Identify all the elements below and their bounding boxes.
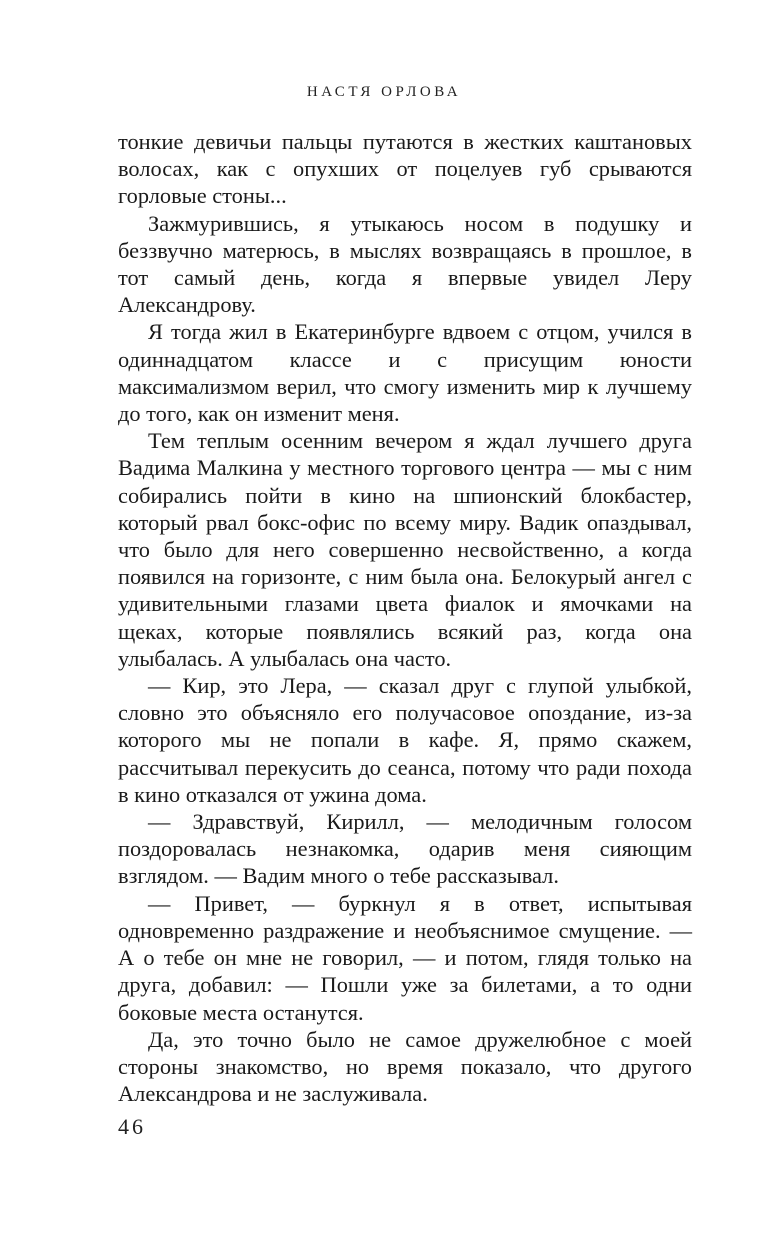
paragraph-7: — Привет, — буркнул я в ответ, испытывая одновременно раздражение и необъяснимое смущение. — А о тебе он мне не говорил, — и потом, глядя только на друга, добавил: — Пошли уже за билетами, а то одни боковые места останутся. [118,890,692,1025]
page-number: 46 [118,1114,146,1139]
paragraph-3: Я тогда жил в Екатеринбурге вдвоем с отцом, учился в одиннадцатом классе и с присущим юности максимализмом верил, что смогу изменить мир к лучшему до того, как он изменит меня. [118,319,692,427]
paragraph-6: — Здравствуй, Кирилл, — мелодичным голосом поздоровалась незнакомка, одарив меня сияющим взглядом. — Вадим много о тебе рассказывал. [118,809,692,889]
paragraph-4: Тем теплым осенним вечером я ждал лучшего друга Вадима Малкина у местного торгового центра — мы с ним собирались пойти в кино на шпионский блокбастер, который рвал бокс-офис по всему миру. Вадик опаздывал, что было для него совершенно несвойственно, а когда появился на горизонте, с ним была она. Белокурый ангел с удивительными глазами цвета фиалок и ямочками на щеках, которые появлялись всякий раз, когда она улыбалась. А улыбалась она часто. [118,428,692,671]
body-text [118,128,692,1107]
paragraph-8: Да, это точно было не самое дружелюбное с моей стороны знакомство, но время показало, что другого Александрова и не заслуживала. [118,1026,692,1107]
paragraph-2: Зажмурившись, я утыкаюсь носом в подушку и беззвучно матерюсь, в мыслях возвращаясь в прошлое, в тот самый день, когда я впервые увидел Леру Александрову. [118,210,692,318]
paragraph-1: тонкие девичьи пальцы путаются в жестких каштановых волосах, как с опухших от поцелуев губ срываются горловые стоны... [118,129,692,209]
paragraph-5: — Кир, это Лера, — сказал друг с глупой улыбкой, словно это объясняло его получасовое опоздание, из-за которого мы не попали в кафе. Я, прямо скажем, рассчитывал перекусить до сеанса, потому что ради похода в кино отказался от ужина дома. [118,673,692,807]
running-head: НАСТЯ ОРЛОВА [306,84,462,100]
